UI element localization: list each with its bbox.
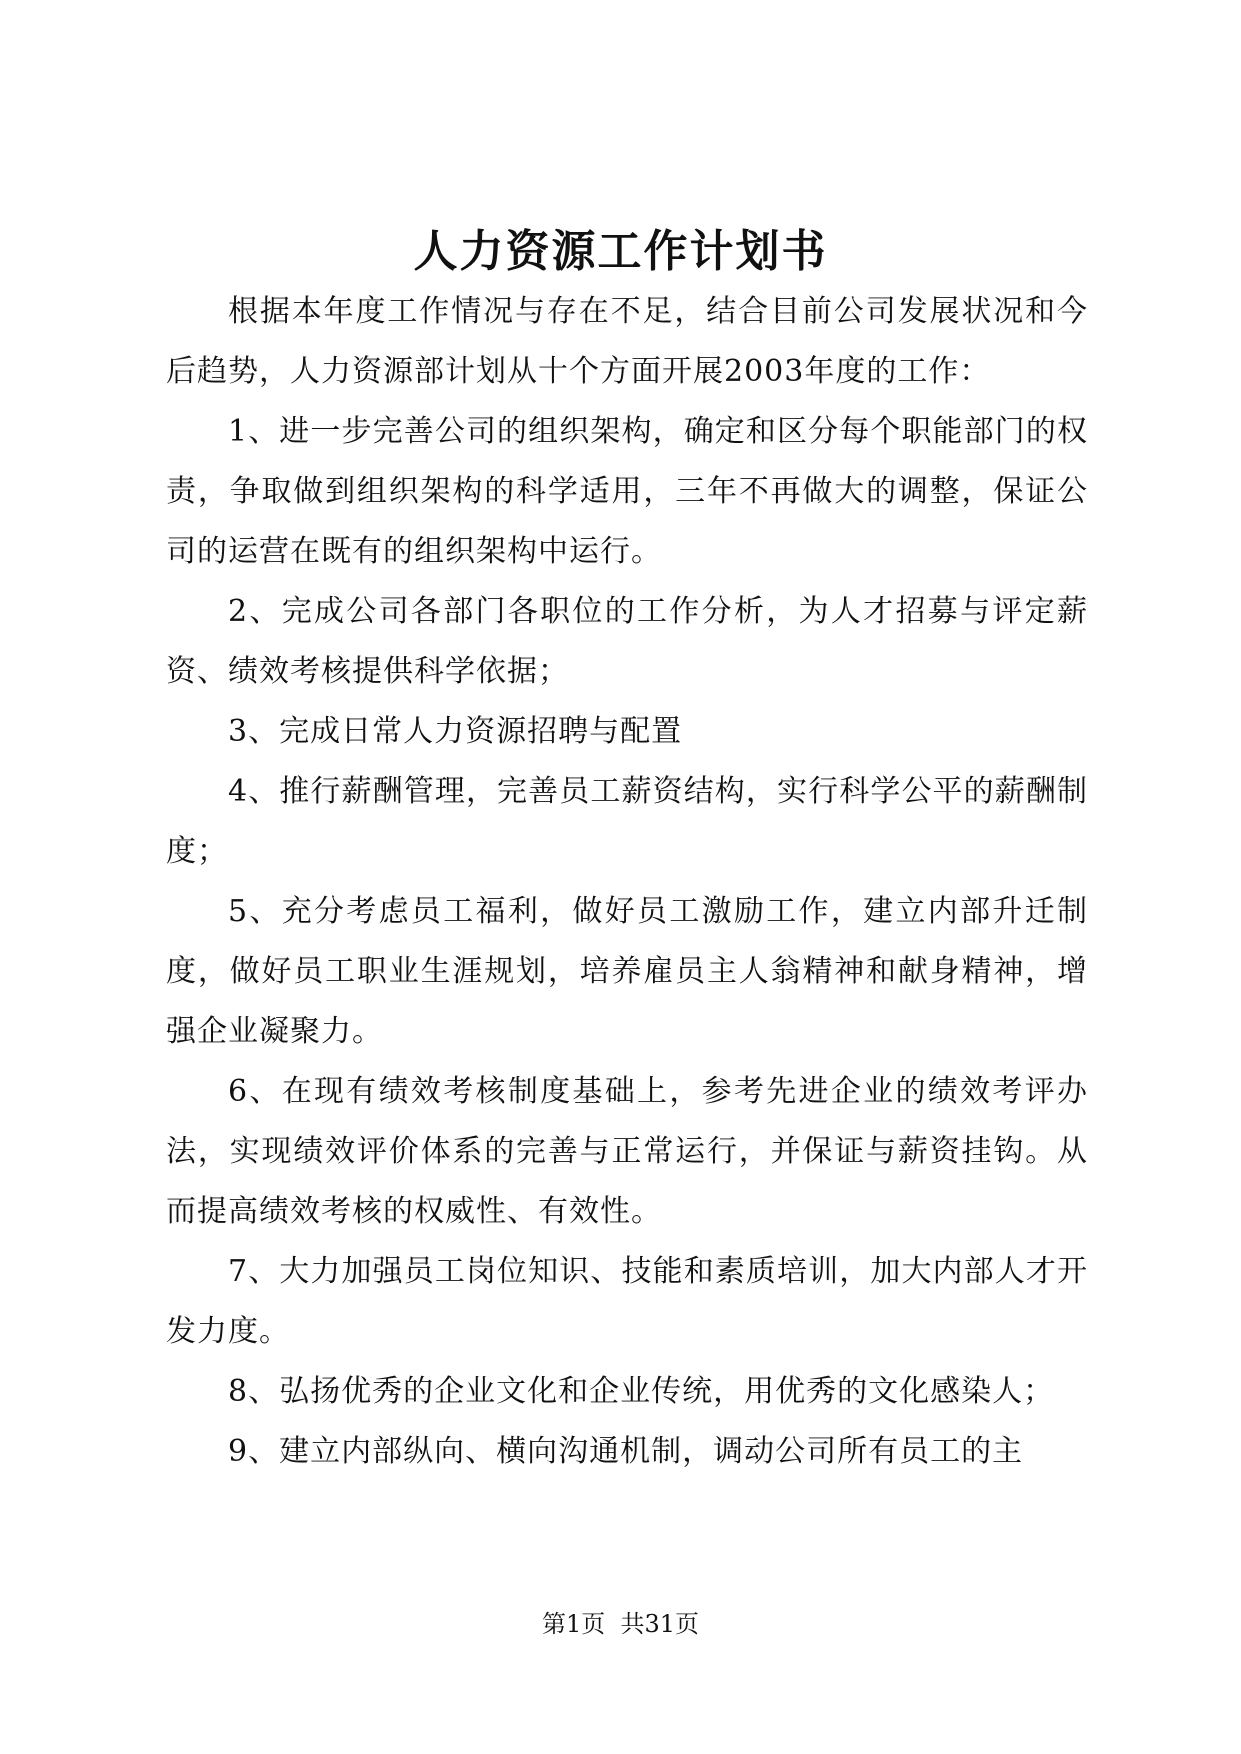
document-body <box>166 282 1088 1482</box>
plan-item-2: 2、完成公司各部门各职位的工作分析，为人才招募与评定薪资、绩效考核提供科学依据； <box>166 594 1088 689</box>
plan-item-8: 8、弘扬优秀的企业文化和企业传统，用优秀的文化感染人； <box>228 1374 1055 1409</box>
plan-item-6: 6、在现有绩效考核制度基础上，参考先进企业的绩效考评办法，实现绩效评价体系的完善与正常运行，并保证与薪资挂钩。从而提高绩效考核的权威性、有效性。 <box>166 1074 1088 1229</box>
plan-item-3: 3、完成日常人力资源招聘与配置 <box>228 714 683 749</box>
plan-item-7: 7、大力加强员工岗位知识、技能和素质培训，加大内部人才开发力度。 <box>166 1254 1088 1349</box>
page-total: 共31页 <box>620 1610 700 1638</box>
plan-item-9: 9、建立内部纵向、横向沟通机制，调动公司所有员工的主 <box>228 1434 1024 1469</box>
page-number: 第1页 <box>541 1610 606 1638</box>
intro-paragraph: 根据本年度工作情况与存在不足，结合目前公司发展状况和今后趋势，人力资源部计划从十个方面开展2003年度的工作： <box>166 294 1088 389</box>
plan-item-4: 4、推行薪酬管理，完善员工薪资结构，实行科学公平的薪酬制度； <box>166 774 1088 869</box>
document-title: 人力资源工作计划书 <box>413 226 828 277</box>
plan-item-5: 5、充分考虑员工福利，做好员工激励工作，建立内部升迁制度，做好员工职业生涯规划，培养雇员主人翁精神和献身精神，增强企业凝聚力。 <box>166 894 1088 1049</box>
plan-item-1: 1、进一步完善公司的组织架构，确定和区分每个职能部门的权责，争取做到组织架构的科学适用，三年不再做大的调整，保证公司的运营在既有的组织架构中运行。 <box>166 414 1088 569</box>
page-footer <box>0 1607 1241 1641</box>
